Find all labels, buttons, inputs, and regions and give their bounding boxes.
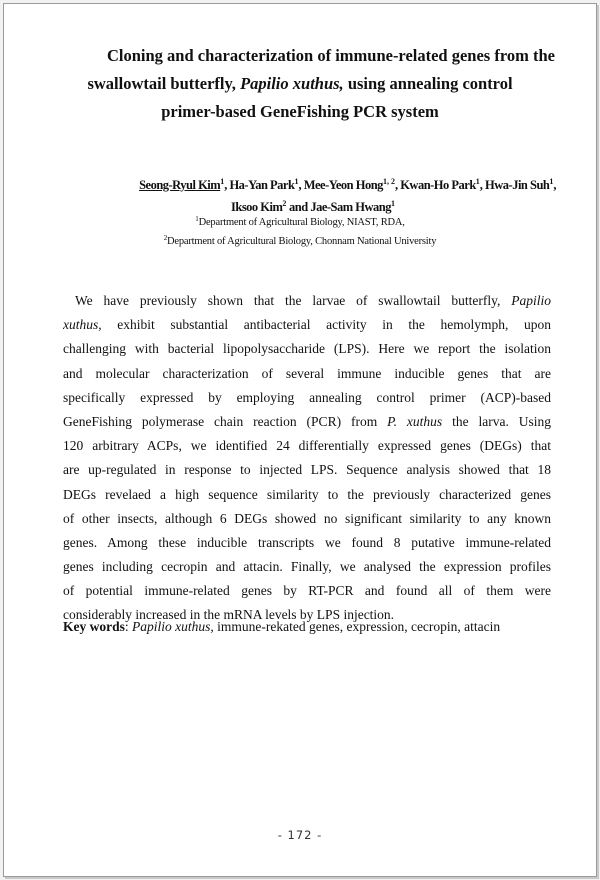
keywords-terms: immune-rekated genes, expression, cecropin, attacin xyxy=(213,619,501,634)
abstract-text: the larva. Using xyxy=(442,413,551,429)
abstract-line: considerably increased in the mRNA levels by LPS injection. xyxy=(63,607,395,623)
page-number: - 172 - xyxy=(277,828,323,842)
author-name-presenting: Seong-Ryul Kim xyxy=(139,178,221,192)
keywords xyxy=(63,617,551,637)
abstract-line: specifically expressed by employing annealing control primer (ACP)-based xyxy=(63,389,551,405)
author-line-1: Seong-Ryul Kim$^1$, Ha-Yan Park$^1$, Mee-Yeon Hong$^{1, 2}$, Kwan-Ho Park$^1$, Hwa-Jin Suh$^1$, xyxy=(139,177,556,192)
title-line-3: primer-based GeneFishing PCR system xyxy=(161,102,439,121)
affiliation-text: Department of Agricultural Biology, NIAST, RDA, xyxy=(198,217,405,228)
abstract-species: Papilio xyxy=(511,293,551,308)
abstract-species: xuthus, xyxy=(63,317,102,333)
paper-title xyxy=(44,42,556,126)
keywords-label: Key words xyxy=(63,619,125,634)
abstract-line: genes. Among these inducible transcripts we found 8 putative immune-related xyxy=(63,534,551,550)
abstract-line: are up-regulated in response to injected LPS. Sequence analysis showed that 18 xyxy=(63,462,551,478)
author-name: Iksoo Kim xyxy=(231,200,283,214)
author-name: Jae-Sam Hwang xyxy=(310,200,391,214)
author-affil-mark: 1 xyxy=(390,199,395,208)
keywords-species: Papilio xuthus, xyxy=(132,619,214,634)
keywords-colon: : xyxy=(124,619,133,634)
title-line-2 xyxy=(44,70,556,98)
affiliation-text: Department of Agricultural Biology, Chonnam National University xyxy=(167,236,437,247)
author-affil-mark: 1 xyxy=(294,177,299,186)
title-species: Papilio xuthus, xyxy=(240,74,344,93)
abstract-species: P. xuthus xyxy=(387,413,443,429)
author-name: Ha-Yan Park xyxy=(229,178,295,192)
author-name: Mee-Yeon Hong xyxy=(303,178,383,192)
abstract-text: exhibit substantial antibacterial activity in the hemolymph, upon xyxy=(101,317,551,333)
author-and: and xyxy=(289,200,308,214)
author-name: Kwan-Ho Park xyxy=(400,178,476,192)
author-affil-mark: 1, 2 xyxy=(382,177,395,186)
abstract-line xyxy=(63,289,551,313)
abstract-body xyxy=(63,289,551,628)
author-name: Hwa-Jin Suh xyxy=(485,178,550,192)
affiliation-mark: 1 xyxy=(195,215,199,223)
abstract-line xyxy=(63,313,551,337)
author-affil-mark: 1 xyxy=(549,177,554,186)
title-line-2-post: using annealing control xyxy=(343,74,513,93)
affiliation-2 xyxy=(44,232,556,251)
abstract-line: and molecular characterization of several immune inducible genes that are xyxy=(63,365,551,381)
author-affil-mark: 1 xyxy=(220,177,225,186)
document-page xyxy=(3,3,597,877)
abstract-line: of other insects, although 6 DEGs showed no significant similarity to any known xyxy=(63,510,551,526)
abstract-line: of potential immune-related genes by RT-PCR and found all of them were xyxy=(63,583,551,599)
affiliation-mark: 2 xyxy=(163,234,167,242)
abstract-line xyxy=(63,410,551,434)
abstract-text: We have previously shown that the larvae of swallowtail butterfly, xyxy=(75,293,512,308)
abstract-line: 120 arbitrary ACPs, we identified 24 differentially expressed genes (DEGs) that xyxy=(63,438,551,454)
affiliation-list xyxy=(44,213,556,251)
title-line-2-pre: swallowtail butterfly, xyxy=(87,74,241,93)
title-line-1: Cloning and characterization of immune-related genes from the xyxy=(106,46,555,65)
affiliation-1 xyxy=(44,213,556,232)
abstract-line: genes including cecropin and attacin. Finally, we analysed the expression profiles xyxy=(63,559,551,575)
author-list xyxy=(44,174,556,218)
abstract-line: challenging with bacterial lipopolysaccharide (LPS). Here we report the isolation xyxy=(63,341,551,357)
abstract-line: DEGs revelaed a high sequence similarity to the previously characterized genes xyxy=(63,486,551,502)
author-affil-mark: 2 xyxy=(282,199,287,208)
abstract-text: GeneFishing polymerase chain reaction (PCR) from xyxy=(63,413,388,429)
author-affil-mark: 1 xyxy=(475,177,480,186)
